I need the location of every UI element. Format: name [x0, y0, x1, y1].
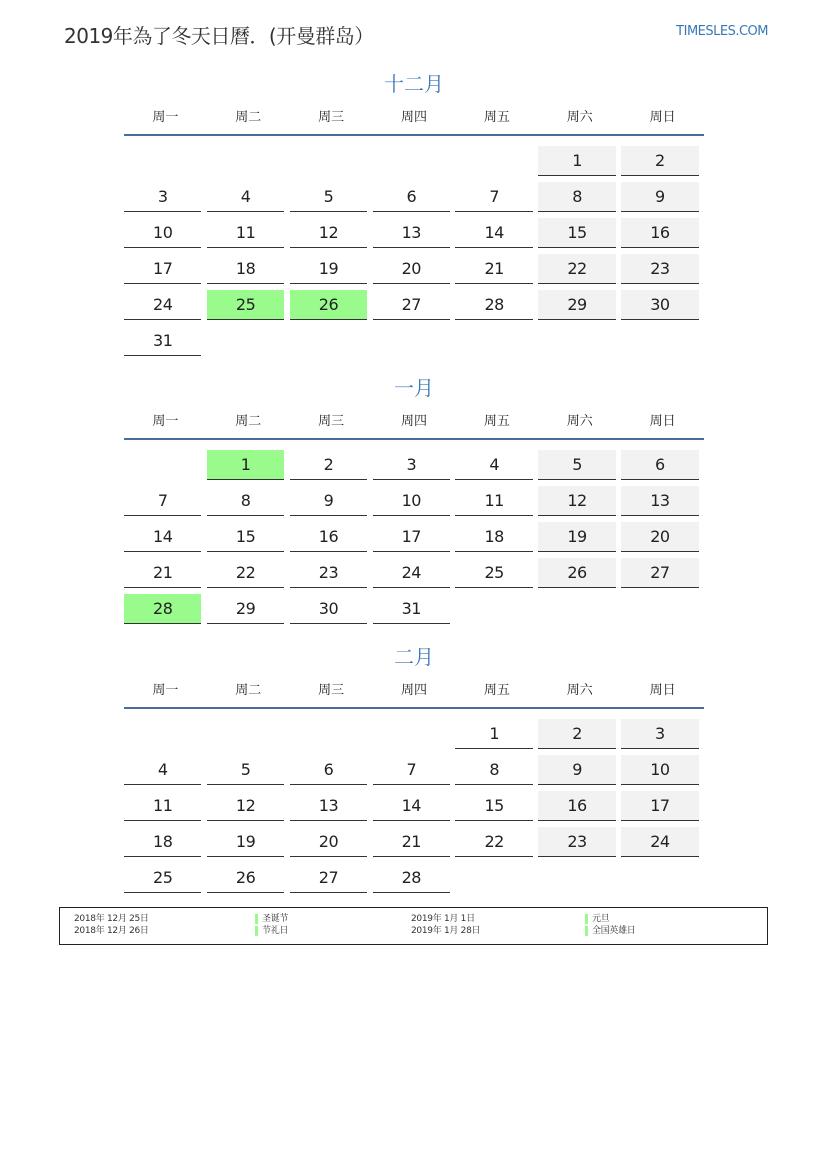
day-cell: 5 — [290, 182, 367, 212]
day-cell: 22 — [207, 558, 284, 588]
day-cell: 16 — [621, 218, 698, 248]
empty-cell — [124, 719, 201, 749]
empty-cell — [538, 326, 615, 356]
weekday-label: 周三 — [318, 110, 345, 125]
weekday-label: 周五 — [483, 414, 510, 429]
site-link[interactable]: TIMESLES.COM — [676, 24, 768, 39]
empty-cell — [621, 594, 698, 624]
weekday-label: 周六 — [566, 414, 593, 429]
empty-cell — [538, 594, 615, 624]
holiday-marker — [585, 914, 588, 924]
day-cell: 12 — [207, 791, 284, 821]
day-cell: 3 — [373, 450, 450, 480]
weekday-label: 周四 — [401, 414, 428, 429]
day-cell: 9 — [538, 755, 615, 785]
weekday-label: 周一 — [152, 683, 179, 698]
legend-names-2 — [585, 913, 636, 937]
weekday-label: 周四 — [401, 110, 428, 125]
day-cell: 9 — [621, 182, 698, 212]
weekday-label: 周五 — [483, 683, 510, 698]
weekday-label: 周日 — [649, 414, 676, 429]
day-cell: 27 — [621, 558, 698, 588]
legend-holiday-name: 节礼日 — [262, 926, 289, 936]
day-cell: 4 — [124, 755, 201, 785]
day-cell: 16 — [290, 522, 367, 552]
day-cell: 3 — [124, 182, 201, 212]
month-title: 一月 — [394, 376, 434, 400]
day-cell: 6 — [621, 450, 698, 480]
weekday-label: 周二 — [235, 683, 262, 698]
week-row — [124, 588, 704, 624]
empty-cell — [207, 326, 284, 356]
day-cell: 22 — [538, 254, 615, 284]
week-row — [124, 248, 704, 284]
weekday-header — [124, 106, 704, 136]
day-cell: 7 — [124, 486, 201, 516]
day-cell: 18 — [207, 254, 284, 284]
day-cell: 2 — [538, 719, 615, 749]
day-cell: 19 — [538, 522, 615, 552]
weekday-label: 周三 — [318, 414, 345, 429]
empty-cell — [207, 146, 284, 176]
legend-names-1 — [255, 913, 288, 937]
day-cell: 26 — [207, 863, 284, 893]
day-cell: 8 — [207, 486, 284, 516]
day-cell: 24 — [621, 827, 698, 857]
legend-holiday-name: 全国英雄日 — [592, 926, 636, 936]
day-cell: 26 — [538, 558, 615, 588]
week-row — [124, 140, 704, 176]
day-cell: 9 — [290, 486, 367, 516]
day-cell: 18 — [124, 827, 201, 857]
day-cell: 24 — [373, 558, 450, 588]
day-cell: 23 — [290, 558, 367, 588]
day-cell: 1 — [538, 146, 615, 176]
week-row — [124, 785, 704, 821]
day-cell: 3 — [621, 719, 698, 749]
day-cell: 4 — [207, 182, 284, 212]
day-cell: 15 — [455, 791, 532, 821]
day-cell: 12 — [290, 218, 367, 248]
weekday-label: 周六 — [566, 110, 593, 125]
day-cell: 6 — [373, 182, 450, 212]
day-cell: 25 — [124, 863, 201, 893]
week-row — [124, 821, 704, 857]
day-cell: 30 — [621, 290, 698, 320]
day-cell: 11 — [207, 218, 284, 248]
weekday-label: 周日 — [649, 683, 676, 698]
empty-cell — [373, 326, 450, 356]
day-cell: 14 — [124, 522, 201, 552]
weekday-label: 周日 — [649, 110, 676, 125]
week-row — [124, 320, 704, 356]
day-cell: 17 — [124, 254, 201, 284]
week-row — [124, 857, 704, 893]
legend-date: 2019年 1月 28日 — [411, 926, 481, 936]
weekday-header — [124, 679, 704, 709]
day-cell: 1 — [455, 719, 532, 749]
empty-cell — [455, 863, 532, 893]
empty-cell — [455, 146, 532, 176]
week-row — [124, 749, 704, 785]
empty-cell — [621, 863, 698, 893]
legend-dates-2 — [411, 913, 480, 937]
holiday-marker — [585, 926, 588, 936]
day-cell: 10 — [373, 486, 450, 516]
legend-holiday-name: 圣诞节 — [262, 914, 289, 924]
month-title: 十二月 — [384, 72, 444, 96]
weekday-label: 周二 — [235, 110, 262, 125]
day-cell: 21 — [455, 254, 532, 284]
legend-date: 2018年 12月 25日 — [74, 914, 149, 924]
day-cell: 2 — [621, 146, 698, 176]
day-cell: 19 — [290, 254, 367, 284]
empty-cell — [373, 719, 450, 749]
day-cell: 7 — [455, 182, 532, 212]
day-cell: 21 — [124, 558, 201, 588]
legend-date: 2019年 1月 1日 — [411, 914, 475, 924]
day-cell: 5 — [207, 755, 284, 785]
holiday-marker — [255, 926, 258, 936]
day-cell: 21 — [373, 827, 450, 857]
day-cell: 14 — [373, 791, 450, 821]
holiday-marker — [255, 914, 258, 924]
day-cell: 8 — [455, 755, 532, 785]
empty-cell — [207, 719, 284, 749]
day-cell: 25 — [455, 558, 532, 588]
day-cell: 30 — [290, 594, 367, 624]
weekday-label: 周一 — [152, 414, 179, 429]
week-row — [124, 480, 704, 516]
week-row — [124, 176, 704, 212]
holiday-legend — [59, 907, 768, 945]
day-cell: 1 — [207, 450, 284, 480]
day-cell: 15 — [538, 218, 615, 248]
month-section — [124, 643, 704, 893]
day-cell: 18 — [455, 522, 532, 552]
weekday-label: 周三 — [318, 683, 345, 698]
weekday-label: 周六 — [566, 683, 593, 698]
legend-dates-1 — [74, 913, 149, 937]
empty-cell — [124, 450, 201, 480]
day-cell: 4 — [455, 450, 532, 480]
empty-cell — [455, 326, 532, 356]
day-cell: 15 — [207, 522, 284, 552]
day-cell: 5 — [538, 450, 615, 480]
weekday-label: 周五 — [483, 110, 510, 125]
day-cell: 22 — [455, 827, 532, 857]
month-section — [124, 374, 704, 624]
empty-cell — [621, 326, 698, 356]
day-cell: 20 — [373, 254, 450, 284]
legend-date: 2018年 12月 26日 — [74, 926, 149, 936]
day-cell: 13 — [373, 218, 450, 248]
day-cell: 28 — [124, 594, 201, 624]
day-cell: 2 — [290, 450, 367, 480]
day-cell: 23 — [538, 827, 615, 857]
day-cell: 24 — [124, 290, 201, 320]
day-cell: 28 — [373, 863, 450, 893]
empty-cell — [290, 146, 367, 176]
empty-cell — [290, 719, 367, 749]
day-cell: 16 — [538, 791, 615, 821]
day-cell: 31 — [373, 594, 450, 624]
day-cell: 11 — [124, 791, 201, 821]
day-cell: 8 — [538, 182, 615, 212]
day-cell: 27 — [290, 863, 367, 893]
empty-cell — [124, 146, 201, 176]
day-cell: 6 — [290, 755, 367, 785]
day-cell: 11 — [455, 486, 532, 516]
day-cell: 7 — [373, 755, 450, 785]
legend-holiday-name: 元旦 — [592, 914, 610, 924]
weekday-label: 周一 — [152, 110, 179, 125]
page-title: 2019年為了冬天日曆．(开曼群岛） — [64, 24, 374, 48]
day-cell: 20 — [290, 827, 367, 857]
day-cell: 23 — [621, 254, 698, 284]
month-title: 二月 — [394, 645, 434, 669]
day-cell: 29 — [538, 290, 615, 320]
day-cell: 13 — [290, 791, 367, 821]
day-cell: 19 — [207, 827, 284, 857]
weekday-label: 周二 — [235, 414, 262, 429]
day-cell: 28 — [455, 290, 532, 320]
day-cell: 26 — [290, 290, 367, 320]
day-cell: 31 — [124, 326, 201, 356]
day-cell: 10 — [621, 755, 698, 785]
month-section — [124, 70, 704, 356]
day-cell: 27 — [373, 290, 450, 320]
empty-cell — [538, 863, 615, 893]
week-row — [124, 516, 704, 552]
weekday-header — [124, 410, 704, 440]
day-cell: 17 — [373, 522, 450, 552]
day-cell: 29 — [207, 594, 284, 624]
week-row — [124, 444, 704, 480]
day-cell: 25 — [207, 290, 284, 320]
day-cell: 20 — [621, 522, 698, 552]
day-cell: 10 — [124, 218, 201, 248]
day-cell: 13 — [621, 486, 698, 516]
day-cell: 17 — [621, 791, 698, 821]
empty-cell — [455, 594, 532, 624]
weekday-label: 周四 — [401, 683, 428, 698]
week-row — [124, 284, 704, 320]
day-cell: 12 — [538, 486, 615, 516]
day-cell: 14 — [455, 218, 532, 248]
empty-cell — [373, 146, 450, 176]
week-row — [124, 212, 704, 248]
week-row — [124, 552, 704, 588]
week-row — [124, 713, 704, 749]
empty-cell — [290, 326, 367, 356]
